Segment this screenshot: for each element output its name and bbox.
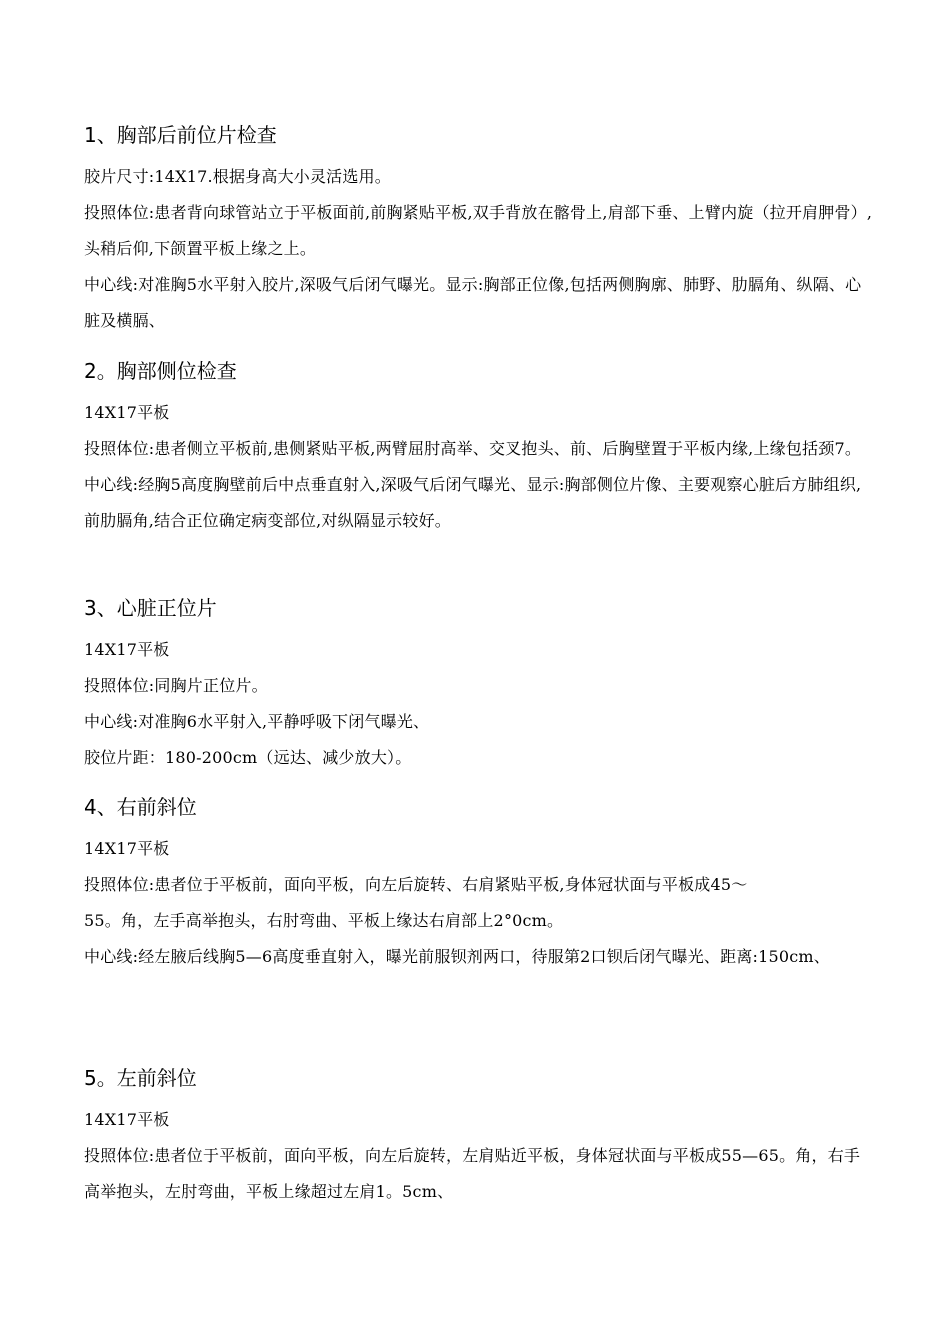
paragraph: 中心线:经胸5高度胸壁前后中点垂直射入,深吸气后闭气曝光、显示:胸部侧位片像、主要观察心脏后方肺组织,前肋膈角,结合正位确定病变部位,对纵隔显示较好。 <box>84 475 862 530</box>
section-4-body <box>84 831 874 975</box>
paragraph: 14X17平板 <box>84 839 170 858</box>
paragraph: 胶位片距：180-200cm（远达、减少放大）。 <box>84 748 412 767</box>
section-5-body <box>84 1102 874 1210</box>
paragraph: 中心线:经左腋后线胸5—6高度垂直射入，曝光前服钡剂两口，待服第2口钡后闭气曝光、距离:150cm、 <box>84 947 830 966</box>
paragraph: 中心线:对准胸5水平射入胶片,深吸气后闭气曝光。显示:胸部正位像,包括两侧胸廓、肺野、肋膈角、纵隔、心脏及横膈、 <box>84 275 862 330</box>
paragraph: 投照体位:患者侧立平板前,患侧紧贴平板,两臂屈肘高举、交叉抱头、前、后胸壁置于平板内缘,上缘包括颈7。 <box>84 439 862 458</box>
paragraph: 14X17平板 <box>84 640 170 659</box>
section-4 <box>84 793 874 821</box>
paragraph: 胶片尺寸:14X17.根据身高大小灵活选用。 <box>84 167 391 186</box>
paragraph: 55。角，左手高举抱头，右肘弯曲、平板上缘达右肩部上2°0cm。 <box>84 911 564 930</box>
section-2 <box>84 357 874 385</box>
paragraph: 投照体位:患者背向球管站立于平板面前,前胸紧贴平板,双手背放在髂骨上,肩部下垂、上臂内旋（拉开肩胛骨）,头稍后仰,下颌置平板上缘之上。 <box>84 203 873 258</box>
section-heading: 1、胸部后前位片检查 <box>84 123 277 147</box>
paragraph: 14X17平板 <box>84 403 170 422</box>
section-5 <box>84 1064 874 1092</box>
section-1-body <box>84 159 874 339</box>
section-heading: 3、心脏正位片 <box>84 596 217 620</box>
paragraph: 投照体位:患者位于平板前，面向平板，向左后旋转，左肩贴近平板，身体冠状面与平板成55—65。角，右手高举抱头，左肘弯曲，平板上缘超过左肩1。5cm、 <box>84 1146 861 1201</box>
paragraph: 中心线:对准胸6水平射入,平静呼吸下闭气曝光、 <box>84 712 430 731</box>
section-heading: 5。左前斜位 <box>84 1066 197 1090</box>
section-3-body <box>84 632 874 776</box>
section-heading: 4、右前斜位 <box>84 795 197 819</box>
paragraph: 14X17平板 <box>84 1110 170 1129</box>
section-3 <box>84 594 874 622</box>
paragraph: 投照体位:患者位于平板前，面向平板，向左后旋转、右肩紧贴平板,身体冠状面与平板成45〜 <box>84 875 748 894</box>
section-heading: 2。胸部侧位检查 <box>84 359 237 383</box>
paragraph: 投照体位:同胸片正位片。 <box>84 676 268 695</box>
section-2-body <box>84 395 874 539</box>
section-1 <box>84 121 874 149</box>
